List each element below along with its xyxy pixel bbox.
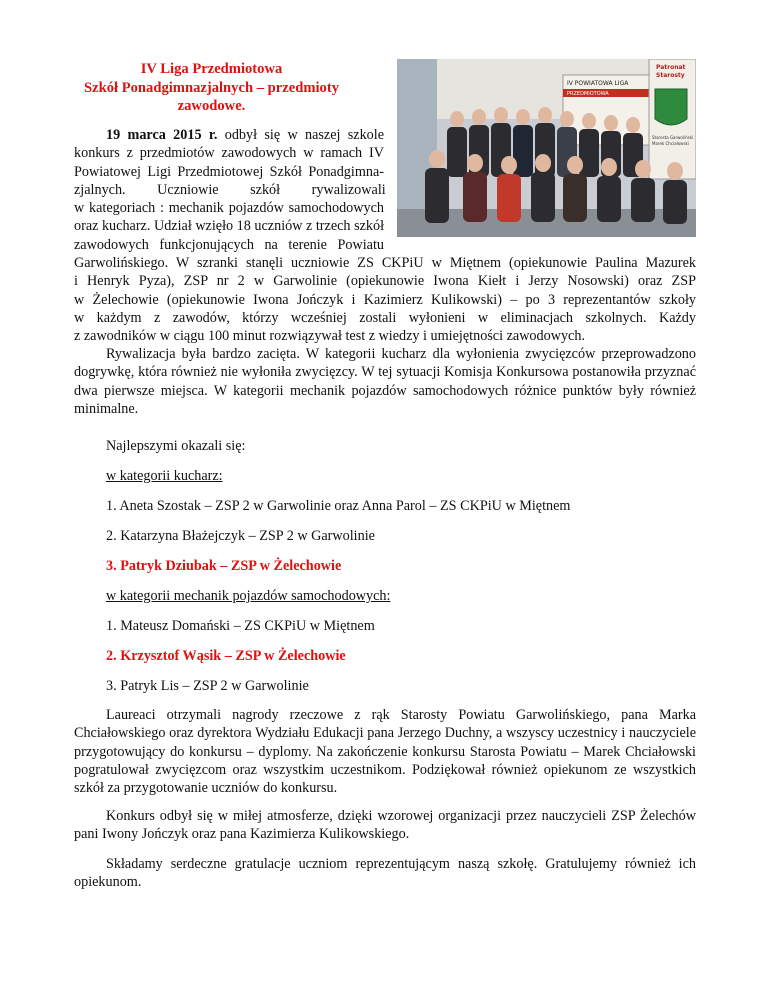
mechanic-place-2: 2. Krzysztof Wąsik – ZSP w Żelechowie <box>106 648 346 664</box>
event-date: 19 marca 2015 r. <box>106 127 218 143</box>
intro-line-4: zjalnych. Uczniowie szkół rywalizowali <box>74 181 386 198</box>
mechanic-place-3: 3. Patryk Lis – ZSP 2 w Garwolinie <box>106 678 309 694</box>
title-line-1: IV Liga Przedmiotowa <box>140 61 283 77</box>
banner-text: IV POWIATOWA LIGA <box>567 80 629 87</box>
intro-line-5: w kategoriach : mechanik pojazdów samochodowych <box>74 200 384 217</box>
intro-line-7: zawodowych funkcjonujących na terenie Powiatu <box>74 236 384 253</box>
intro-line-1: 19 marca 2015 r. odbył się w naszej szkole <box>106 127 385 143</box>
intro-line-9: i Henryk Pyza), ZSP nr 2 w Garwolinie (opiekunowie Iwona Kiełt i Jerzy Nosowski) oraz ZSP <box>74 273 696 290</box>
intro-line-12: z zawodników w ciągu 100 minut rozwiązywał test z wiedzy i umiejętności zawodowych. <box>74 328 585 345</box>
category-cook-heading: w kategorii kucharz: <box>106 468 223 484</box>
congratulations-paragraph: Składamy serdeczne gratulacje uczniom reprezentującym naszą szkołę. Gratulujemy również ich opiekunom. <box>74 856 696 891</box>
mechanic-place-1: 1. Mateusz Domański – ZS CKPiU w Miętnem <box>106 618 375 634</box>
title-line-3: zawodowe. <box>177 98 246 115</box>
article-title <box>74 60 349 116</box>
banner-sub: PRZEDMIOTOWA <box>567 91 609 97</box>
intro-paragraph <box>74 126 696 346</box>
category-mechanic-heading: w kategorii mechanik pojazdów samochodowych: <box>106 588 391 604</box>
intro-line-11: w każdym z zawodów, którzy wcześniej zostali wyłonieni w eliminacjach szkolnych. Każdy <box>74 309 696 326</box>
best-heading: Najlepszymi okazali się: <box>106 438 246 454</box>
intro-line-3: Powiatowej Ligi Przedmiotowej Szkół Ponadgimna- <box>74 163 384 180</box>
intro-line-2: konkurs z przedmiotów zawodowych w ramach IV <box>74 145 384 162</box>
cook-place-2: 2. Katarzyna Błażejczyk – ZSP 2 w Garwolinie <box>106 528 375 544</box>
competition-paragraph: Rywalizacja była bardzo zacięta. W kategorii kucharz dla wyłonienia zwycięzców przeprowadzono dogrywkę, która również nie wyłoniła zwycięzcy. W tej sytuacji Komisja Konkursowa postanowiła przyznać dwa pierwsze miejsca. W kategorii mechanik pojazdów samochodowych różnice punktów były również minimalne. <box>74 346 696 417</box>
coat-of-arms-icon <box>655 89 687 125</box>
title-line-2: Szkół Ponadgimnazjalnych – przedmioty <box>84 79 339 96</box>
intro-line-10: w Żelechowie (opiekunowie Iwona Jończyk i Kazimierz Kulikowski) – po 3 reprezentantów szkoły <box>74 291 696 308</box>
cook-place-3: 3. Patryk Dziubak – ZSP w Żelechowie <box>106 558 342 574</box>
sign-line-1: Patronat <box>656 64 686 71</box>
intro-line-8: Garwolińskiego. W szranki stanęli uczniowie ZS CKPiU w Miętnem (opiekunowie Paulina Mazurek <box>74 255 696 272</box>
sign-name-2: Marek Chciałowski <box>652 141 689 146</box>
sign-line-2: Starosty <box>656 72 685 79</box>
atmosphere-paragraph: Konkurs odbył się w miłej atmosferze, dzięki wzorowej organizacji przez nauczycieli ZSP Żelechów pani Iwony Jończyk oraz pana Kazimierza Kulikowskiego. <box>74 808 696 843</box>
awards-paragraph: Laureaci otrzymali nagrody rzeczowe z rąk Starosty Powiatu Garwolińskiego, pana Marka Chciałowskiego oraz dyrektora Wydziału Edukacji pana Jerzego Duchny, a wszyscy uczestnicy i nauczyciele przygotowujący do konkursu – dyplomy. Na zakończenie konkursu Starosta Powiatu – Marek Chciałowski pogratulował zwycięzcom oraz wszystkim uczestnikom. Podziękował również opiekunom ze wszystkich szkół za przygotowanie uczniów do konkursu. <box>74 707 696 797</box>
intro-line-6: oraz kucharz. Udział wzięło 18 uczniów z trzech szkół <box>74 218 385 235</box>
cook-place-1: 1. Aneta Szostak – ZSP 2 w Garwolinie oraz Anna Parol – ZS CKPiU w Miętnem <box>106 498 571 514</box>
sign-name-1: Starosta Garwoliński <box>652 135 694 140</box>
